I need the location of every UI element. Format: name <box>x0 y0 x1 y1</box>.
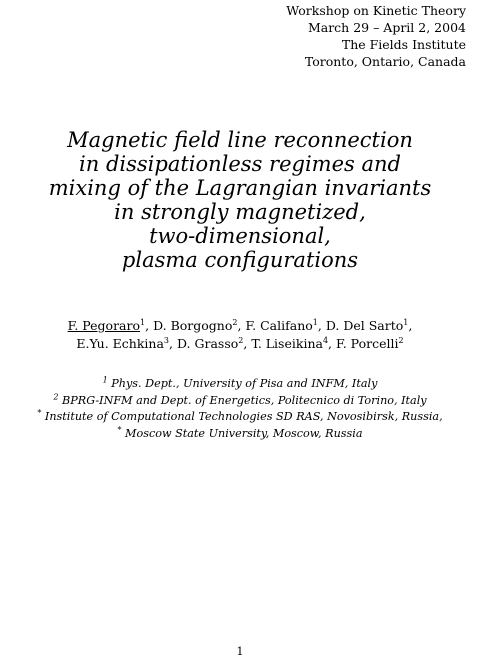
author-name: F. Porcelli <box>336 336 399 351</box>
author-affiliation-mark: 1 <box>403 317 409 327</box>
affiliation-text: Phys. Dept., University of Pisa and INFM, Italy <box>111 377 378 390</box>
title-line-5: two-dimensional, <box>149 224 331 248</box>
author-name: T. Liseikina <box>251 336 323 351</box>
affiliation-mark: * <box>37 408 42 418</box>
author-separator: , <box>145 318 154 333</box>
header-line-dates: March 29 – April 2, 2004 <box>307 20 466 35</box>
affiliation-text: Moscow State University, Moscow, Russia <box>125 426 363 440</box>
header-line-institute: The Fields Institute <box>341 37 466 52</box>
author-separator: , <box>408 318 413 333</box>
header-line-location: Toronto, Ontario, Canada <box>304 54 466 69</box>
author-affiliation-mark: 4 <box>322 335 329 345</box>
affiliation-mark: 2 <box>53 391 59 401</box>
author-affiliation-mark: 1 <box>312 317 318 327</box>
author-name: F. Pegoraro <box>67 318 141 333</box>
author-separator: , <box>317 318 326 333</box>
title-line-6: plasma configurations <box>121 248 359 272</box>
author-affiliation-mark: 2 <box>238 335 244 345</box>
affiliation-text: BPRG-INFM and Dept. of Energetics, Politecnico di Torino, Italy <box>62 393 427 407</box>
author-line-2 <box>0 335 480 353</box>
conference-header <box>286 2 466 70</box>
affiliation-text: Institute of Computational Technologies SD RAS, Novosibirsk, Russia, <box>44 410 443 423</box>
author-list <box>0 317 480 353</box>
affiliation-mark: * <box>117 424 122 434</box>
affiliation-item <box>0 376 480 393</box>
title-line-2: in dissipationless regimes and <box>79 152 401 176</box>
page-number: 1 <box>236 645 244 658</box>
author-affiliation-mark: 1 <box>140 317 146 327</box>
author-separator: , <box>169 336 177 351</box>
title-line-3: mixing of the Lagrangian invariants <box>48 176 432 200</box>
paper-title <box>0 128 480 272</box>
header-line-workshop: Workshop on Kinetic Theory <box>286 3 466 18</box>
author-name: D. Borgogno <box>153 318 233 333</box>
title-line-4: in strongly magnetized, <box>114 200 366 224</box>
affiliation-mark: 1 <box>102 375 108 385</box>
author-separator: , <box>328 336 336 351</box>
affiliation-item <box>0 393 480 410</box>
author-line-1 <box>0 317 480 335</box>
author-separator: , <box>243 336 252 351</box>
author-name: D. Del Sarto <box>325 318 404 333</box>
author-name: D. Grasso <box>176 336 239 351</box>
affiliation-list <box>0 376 480 442</box>
author-name: E.Yu. Echkina <box>76 336 164 351</box>
author-name: F. Califano <box>245 318 313 333</box>
author-affiliation-mark: 3 <box>163 335 170 345</box>
author-affiliation-mark: 2 <box>232 317 238 327</box>
title-line-1: Magnetic field line reconnection <box>67 128 413 152</box>
author-affiliation-mark: 2 <box>398 335 404 345</box>
author-separator: , <box>237 318 246 333</box>
affiliation-item <box>0 409 480 426</box>
affiliation-item <box>0 426 480 443</box>
